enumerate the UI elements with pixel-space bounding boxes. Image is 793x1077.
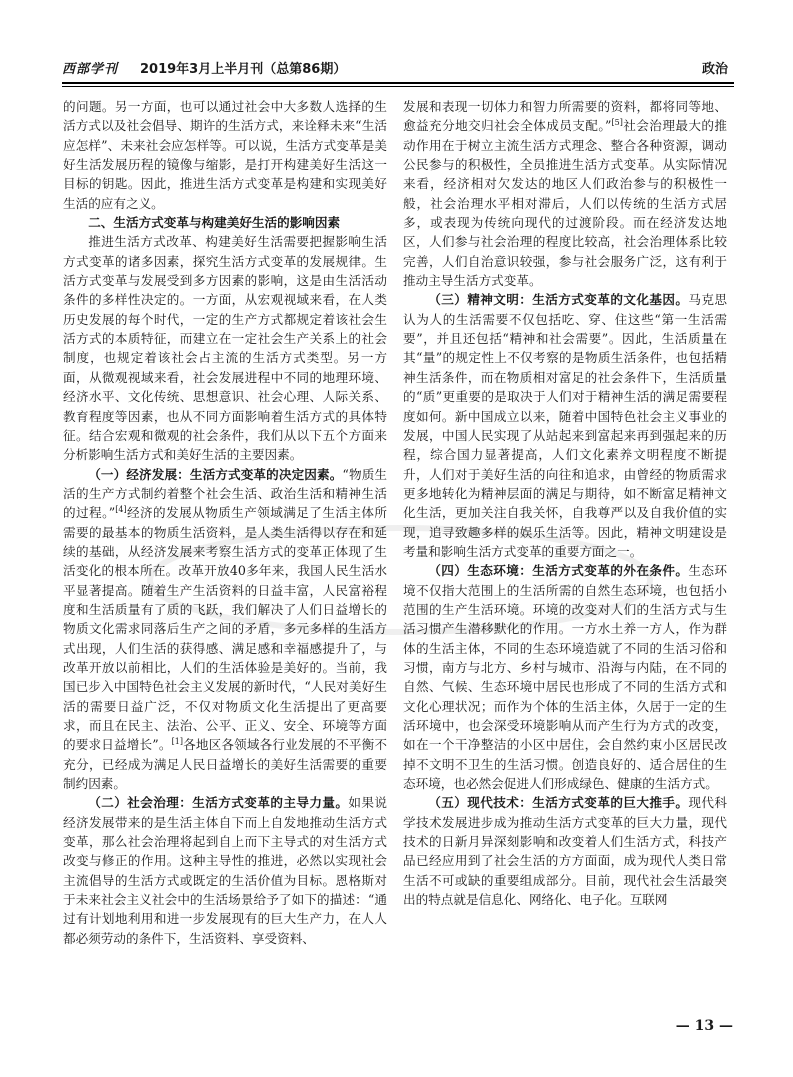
subsection-title: （三）精神文明：生活方式变革的文化基因。 — [428, 292, 689, 308]
text-span: 现代科学技术发展进步成为推动生活方式变革的巨大力量，现代技术的日新月异深刻影响和改变着人们生活方式，科技产品已经应用到了社会生活的方方面面，成为现代人类日常生活不可或缺的重要组成部分。目前，现代社会生活最突出的特点就是信息化、网络化、电子化。互联网 — [403, 795, 728, 908]
paragraph — [63, 465, 387, 794]
text-span: 各地区各领域各行业发展的不平衡不充分，已经成为满足人民日益增长的美好生活需要的重要制约因素。 — [63, 737, 387, 792]
paragraph: 推进生活方式改革、构建美好生活需要把握影响生活方式变革的诸多因素，探究生活方式变革的发展规律。生活方式变革与发展受到多方因素的影响，这是由生活活动条件的多样性决定的。一方面，从宏观视域来看，在人类历史发展的每个时代，一定的生产方式都规定着该社会生活方式的本质特征，而建立在一定社会生产关系上的社会制度，也规定着该社会占主流的生活方式类型。另一方面，从微观视域来看，社会发展进程中不同的地理环境、经济水平、文化传统、思想意识、社会心理、人际关系、教育程度等因素，也从不同方面影响着生活方式的具体特征。结合宏观和微观的社会条件，我们从以下五个方面来分析影响生活方式和美好生活的主要因素。 — [63, 234, 387, 463]
subsection-title: （五）现代技术：生活方式变革的巨大推手。 — [428, 795, 689, 811]
paragraph — [63, 793, 387, 948]
issue-info: 2019年3月上半月刊（总第86期） — [140, 62, 347, 77]
section-label: 政治 — [701, 62, 728, 77]
text-span: 生态环境不仅指大范围上的生活所需的自然生态环境，也包括小范围的生产生活环境。环境的改变对人们的生活方式与生活习惯产生潜移默化的作用。一方水土养一方人，作为群体的生活主体，不同的生态环境造就了不同的生活习俗和习惯，南方与北方、乡村与城市、沿海与内陆，在不同的自然、气候、生态环境中居民也形成了不同的生活方式和文化心理状况；而作为个体的生活主体，久居于一定的生活环境中，也会深受环境影响从而产生行为方式的改变，如在一个干净整洁的小区中居住，会自然约束小区居民改掉不文明不卫生的生活习惯。创造良好的、适合居住的生态环境，也必然会促进人们形成绿色、健康的生活方式。 — [403, 563, 728, 792]
paragraph — [403, 561, 727, 793]
header-rule-thick — [62, 82, 734, 84]
subsection-title: （一）经济发展：生活方式变革的决定因素。 — [88, 466, 343, 482]
text-span: “物质生活的生产方式制约着整个社会生活、政治生活和精神生活的过程。” — [63, 466, 387, 521]
page-number: — 13 — — [675, 1018, 733, 1034]
paragraph: 的问题。另一方面，也可以通过社会中大多数人选择的生活方式以及社会倡导、期许的生活方式，来诠释未来“生活应怎样”、未来社会应怎样等。可以说，生活方式变革是美好生活发展历程的镜像与缩影，是打开构建美好生活这一目标的钥匙。因此，推进生活方式变革是构建和实现美好生活的应有之义。 — [63, 99, 387, 211]
text-span: 经济的发展从物质生产领域满足了生活主体所需要的最基本的物质生活资料，是人类生活得以存在和延续的基础，从经济发展来考察生活方式的变革正体现了生活变化的根本所在。改革开放40多年来，我国人民生活水平显著提高。随着生产生活资料的日益丰富，人民富裕程度和生活质量有了质的飞跃，我们解决了人们日益增长的物质文化需求同落后生产之间的矛盾，多元多样的生活方式出现，人们生活的获得感、满足感和幸福感提升了，与改革开放以前相比，人们的生活体验是美好的。当前，我国已步入中国特色社会主义发展的新时代，“人民对美好生活的需要日益广泛，不仅对物质文化生活提出了更高要求，而且在民主、法治、公平、正义、安全、环境等方面的要求日益增长”。 — [63, 505, 388, 753]
section-heading: 二、生活方式变革与构建美好生活的影响因素 — [88, 215, 341, 231]
text-span: 发展和表现一切体力和智力所需要的资料，都将同等地、愈益充分地交归社会全体成员支配。” — [403, 99, 727, 134]
journal-name: 西部学刊 — [62, 62, 119, 77]
running-header — [62, 58, 732, 82]
paragraph — [403, 97, 727, 290]
right-column — [403, 97, 727, 909]
citation-ref: [4] — [115, 505, 127, 515]
header-rule-thin — [62, 86, 734, 87]
text-span: 马克思认为人的生活需要不仅包括吃、穿、住这些“第一生活需要”，并且还包括“精神和社会需要”。因此，生活质量在其“量”的规定性上不仅考察的是物质生活条件，也包括精神生活条件，而在物质相对富足的社会条件下，生活质量的“质”更重要的是取决于人们对于精神生活的满足需要程度如何。新中国成立以来，随着中国特色社会主义事业的发展，中国人民实现了从站起来到富起来再到强起来的历程，综合国力显著提高，人们文化素养文明程度不断提升，人们对于美好生活的向往和追求，由曾经的物质需求更多地转化为精神层面的满足与期待，如不断富足精神文化生活，更加关注自我关怀，自我尊严以及自我价值的实现，追寻致趣多样的娱乐生活等。因此，精神文明建设是考量和影响生活方式变革的重要方面之一。 — [403, 292, 728, 559]
citation-ref: [5] — [611, 118, 623, 128]
paragraph — [403, 290, 727, 561]
subsection-title: （四）生态环境：生活方式变革的外在条件。 — [428, 563, 689, 579]
text-span: 社会治理最大的推动作用在于树立主流生活方式理念、整合各种资源，调动公民参与的积极性，全员推进生活方式变革。从实际情况来看，经济相对欠发达的地区人们政治参与的积极性一般，社会治理水平相对滞后，人们以传统的生活方式居多，或表现为传统向现代的过渡阶段。而在经济发达地区，人们参与社会治理的程度比较高，社会治理体系比较完善，人们自治意识较强，参与社会服务广泛，这有利于推动主导生活方式变革。 — [403, 118, 727, 289]
text-span: 如果说经济发展带来的是生活主体自下而上自发地推动生活方式变革，那么社会治理将起到自上而下主导式的对生活方式改变与修正的作用。这种主导性的推进，必然以实现社会主流倡导的生活方式或既定的生活价值为目标。恩格斯对于未来社会主义社会中的生活场景给予了如下的描述：“通过有计划地利用和进一步发展现有的巨大生产力，在人人都必须劳动的条件下，生活资料、享受资料、 — [63, 795, 388, 946]
subsection-title: （二）社会治理：生活方式变革的主导力量。 — [88, 795, 349, 811]
paragraph — [403, 793, 727, 909]
citation-ref: [1] — [171, 737, 183, 747]
left-column — [63, 97, 387, 948]
